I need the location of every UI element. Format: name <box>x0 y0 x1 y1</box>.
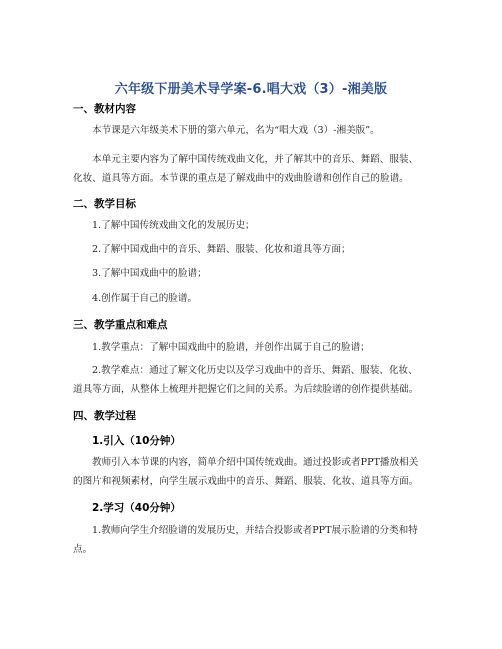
paragraph: 本单元主要内容为了解中国传统戏曲文化，并了解其中的音乐、舞蹈、服装、 <box>92 154 419 165</box>
section-heading-goals: 二、教学目标 <box>73 198 136 210</box>
list-item: 道具等方面，从整体上梳理并把握它们之间的关系。为后续脸谱的创作提供基础。 <box>73 384 419 395</box>
list-item: 2.教学难点：通过了解文化历史以及学习戏曲中的音乐、舞蹈、服装、化妆、 <box>92 365 418 376</box>
subsection-heading-study: 2.学习（40分钟） <box>92 502 181 514</box>
list-item: 4.创作属于自己的脸谱。 <box>92 293 198 304</box>
paragraph: 1.教师向学生介绍脸谱的发展历史，并结合投影或者PPT展示脸谱的分类和特 <box>92 525 418 536</box>
subsection-heading-intro: 1.引入（10分钟） <box>92 435 181 447</box>
section-heading-focus: 三、教学重点和难点 <box>73 319 168 331</box>
section-heading-materials: 一、教材内容 <box>73 103 136 115</box>
list-item: 1.教学重点：了解中国戏曲中的脸谱，并创作出属于自己的脸谱； <box>92 342 370 353</box>
paragraph: 的图片和视频素材，向学生展示戏曲中的音乐、舞蹈、服装、化妆、道具等方面。 <box>73 476 419 487</box>
paragraph: 教师引入本节课的内容，简单介绍中国传统戏曲。通过投影或者PPT播放相关 <box>92 457 419 468</box>
section-heading-process: 四、教学过程 <box>73 410 136 422</box>
document-title: 六年级下册美术导学案-6.唱大戏（3）-湘美版 <box>114 82 388 97</box>
paragraph: 化妆、道具等方面。本节课的重点是了解戏曲中的戏曲脸谱和创作自己的脸谱。 <box>73 173 409 184</box>
list-item: 2.了解中国戏曲中的音乐、舞蹈、服装、化妆和道具等方面； <box>92 244 351 255</box>
paragraph: 本节课是六年级美术下册的第六单元，名为“唱大戏（3）-湘美版”。 <box>92 125 380 136</box>
paragraph: 点。 <box>73 544 93 555</box>
list-item: 1.了解中国传统戏曲文化的发展历史； <box>92 220 255 231</box>
list-item: 3.了解中国戏曲中的脸谱； <box>92 268 207 279</box>
